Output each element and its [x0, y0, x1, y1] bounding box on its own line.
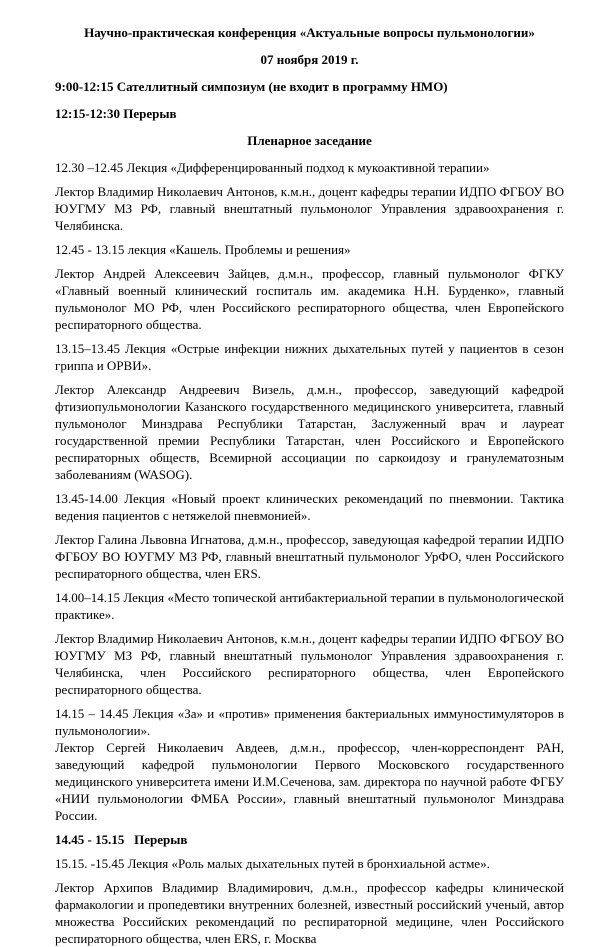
lecture-entry-4: 13.45-14.00 Лекция «Новый проект клинических рекомендаций по пневмонии. Тактика ведения пациентов с нетяжелой пневмонией». [55, 491, 564, 523]
lecture-entry-5: 14.00–14.15 Лекция «Место топической антибактериальной терапии в пульмонологической практике». [55, 590, 564, 622]
lecturer-bio-5: Лектор Владимир Николаевич Антонов, к.м.н., доцент кафедры терапии ИДПО ФГБОУ ВО ЮУГМУ МЗ РФ, главный внештатный пульмонолог Управления здравоохранения г. Челябинска, член Российского респираторного общества, член Европейского респираторного общества. [55, 631, 564, 697]
lecture-entry-6: 14.15 – 14.45 Лекция «За» и «против» применения бактериальных иммуностимуляторов в пульмонологии». [55, 706, 564, 738]
break-entry-afternoon: 14.45 - 15.15 Перерыв [55, 832, 188, 847]
break-entry-morning: 12:15-12:30 Перерыв [55, 106, 177, 121]
lecture-entry-1: 12.30 –12.45 Лекция «Дифференцированный подход к мукоактивной терапии» [55, 160, 490, 175]
lecture-entry-7: 15.15. -15.45 Лекция «Роль малых дыхательных путей в бронхиальной астме». [55, 856, 490, 871]
lecturer-bio-3: Лектор Александр Андреевич Визель, д.м.н., профессор, заведующий кафедрой фтизиопульмонологии Казанского государственного медицинского университета, главный пульмонолог Минздрава Республики Татарстан, Заслуженный врач и лауреат государственной премии Республики Татарстан, член Российского и Европейского респираторных обществ, Всемирной ассоциации по саркоидозу и гранулематозным заболеваниям (WASOG). [55, 382, 564, 482]
lecturer-bio-4: Лектор Галина Львовна Игнатова, д.м.н., профессор, заведующая кафедрой терапии ИДПО ФГБОУ ВО ЮУГМУ МЗ РФ, главный внештатный пульмонолог УрФО, член Российского респираторного общества, член ERS. [55, 532, 564, 581]
plenary-session-heading: Пленарное заседание [247, 133, 372, 148]
lecturer-bio-7: Лектор Архипов Владимир Владимирович, д.м.н., профессор кафедры клинической фармакологии и пропедевтики внутренних болезней, известный российский ученый, автор множества Российских рекомендаций по респираторной медицине, член Российского респираторного общества, член ERS, г. Москва [55, 880, 564, 946]
lecturer-bio-6: Лектор Сергей Николаевич Авдеев, д.м.н., профессор, член-корреспондент РАН, заведующий кафедрой пульмонологии Первого Московского государственного медицинского университета имени И.М.Сеченова, зам. директора по научной работе ФГБУ «НИИ пульмонологии ФМБА России», главный внештатный пульмонолог Минздрава России. [55, 740, 564, 823]
lecturer-bio-2: Лектор Андрей Алексеевич Зайцев, д.м.н., профессор, главный пульмонолог ФГКУ «Главный военный клинический госпиталь им. академика Н.Н. Бурденко», главный пульмонолог МО РФ, член Российского респираторного общества, член Европейского респираторного общества. [55, 266, 564, 332]
lecture-entry-2: 12.45 - 13.15 лекция «Кашель. Проблемы и решения» [55, 242, 351, 257]
conference-title: Научно-практическая конференция «Актуальные вопросы пульмонологии» [84, 25, 535, 40]
conference-date: 07 ноября 2019 г. [260, 52, 359, 67]
lecturer-bio-1: Лектор Владимир Николаевич Антонов, к.м.н., доцент кафедры терапии ИДПО ФГБОУ ВО ЮУГМУ МЗ РФ, главный внештатный пульмонолог Управления здравоохранения г. Челябинска. [55, 184, 564, 233]
satellite-symposium-entry: 9:00-12:15 Сателлитный симпозиум (не входит в программу НМО) [55, 79, 448, 94]
lecture-entry-3: 13.15–13.45 Лекция «Острые инфекции нижних дыхательных путей у пациентов в сезон гриппа и ОРВИ». [55, 341, 564, 373]
